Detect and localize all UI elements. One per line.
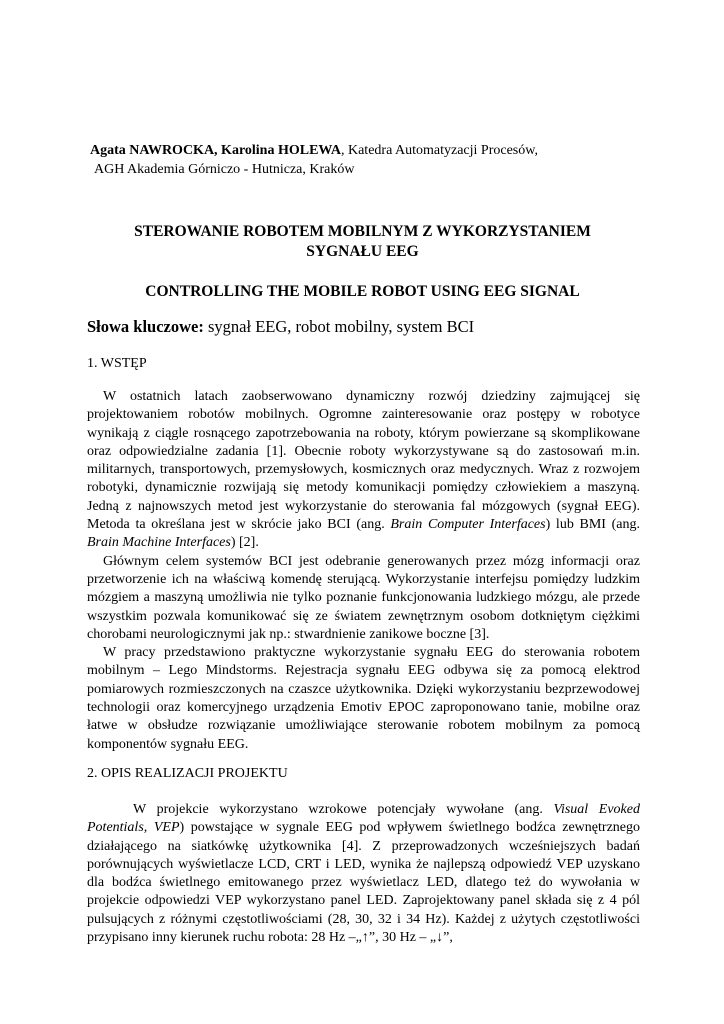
s1p1-text-a: W ostatnich latach zaobserwowano dynamiczny rozwój dziedziny zajmującej się projektowaniem robotów mobilnych. Ogromne zainteresowanie oraz postępy w robotyce wynikają z ciągle rosnącego zapotrzebowania na roboty, którym powierzane są skomplikowane oraz odpowiedzialne zadania [1]. Obecnie roboty wykorzystywane są do zastosowań m.in. militarnych, transportowych, przemysłowych, kosmicznych oraz medycznych. Wraz z rozwojem robotyki, dynamicznie rozwijają się metody komunikacji pomiędzy człowiekiem a maszyną. Jedną z najnowszych metod jest wykorzystanie do sterowania fal mózgowych (sygnał EEG). Metoda ta określana jest w skrócie jako BCI (ang. (87, 389, 640, 533)
section-1-body (87, 388, 640, 754)
s1p1-italic-1: Brain Computer Interfaces (390, 517, 546, 533)
title-pl-line-2: SYGNAŁU EEG (306, 243, 419, 260)
author-affiliation-1: , Katedra Automatyzacji Procesów, (340, 143, 538, 158)
paper-title-polish (90, 222, 635, 262)
section-2-paragraph-1 (87, 801, 640, 947)
section-2-heading: 2. OPIS REALIZACJI PROJEKTU (87, 766, 288, 781)
keywords-line (87, 317, 474, 337)
s1p1-text-b: ) lub BMI (ang. (545, 517, 640, 533)
keywords-label: Słowa kluczowe: (87, 317, 204, 336)
keywords-value: sygnał EEG, robot mobilny, system BCI (203, 317, 475, 336)
section-1-paragraph-3: W pracy przedstawiono praktyczne wykorzystanie sygnału EEG do sterowania robotem mobilnym – Lego Mindstorms. Rejestracja sygnału EEG odbywa się za pomocą elektrod pomiarowych rozmieszczonych na czaszce użytkownika. Dzięki wykorzystaniu bezprzewodowej technologii oraz komercyjnego urządzenia Emotiv EPOC zaproponowano tanie, mobilne oraz łatwe w obsłudze rozwiązanie umożliwiające sterowanie robotem mobilnym za pomocą komponentów sygnału EEG. (87, 645, 640, 752)
author-affiliation-2: AGH Akademia Górniczo - Hutnicza, Kraków (94, 162, 355, 177)
section-1-paragraph-1 (87, 388, 640, 553)
author-line-1 (90, 141, 538, 160)
paper-title-english: CONTROLLING THE MOBILE ROBOT USING EEG SIGNAL (145, 283, 580, 300)
section-1-heading: 1. WSTĘP (87, 356, 147, 371)
section-2-body (87, 801, 640, 947)
s1p1-italic-2: Brain Machine Interfaces (87, 535, 231, 551)
author-names: Agata NAWROCKA, Karolina HOLEWA (90, 143, 341, 158)
author-block (90, 141, 538, 179)
s1p1-text-c: ) [2]. (230, 535, 259, 551)
s2p1-italic-1: Visual Evoked Potentials, VEP (87, 802, 640, 836)
title-pl-line-1: STEROWANIE ROBOTEM MOBILNYM Z WYKORZYSTANIEM (134, 223, 591, 240)
s2p1-text-b: ) powstające w sygnale EEG pod wpływem świetlnego bodźca zewnętrznego działającego na siatkówkę użytkownika [4]. Z przeprowadzonych wcześniejszych badań porównujących wyświetlacze LCD, CRT i LED, wynika że najlepszą odpowiedź VEP uzyskano dla bodźca świetlnego emitowanego przez wyświetlacz LED, dlatego też do wywołania w projekcie odpowiedzi VEP wykorzystano panel LED. Zaprojektowany panel składa się z 4 pól pulsujących z różnymi częstotliwościami (28, 30, 32 i 34 Hz). Każdej z użytych częstotliwości przypisano inny kierunek ruchu robota: 28 Hz –„↑”, 30 Hz – „↓”, (87, 820, 640, 946)
s2p1-text-a: W projekcie wykorzystano wzrokowe potencjały wywołane (ang. (133, 802, 554, 817)
section-1-paragraph-2: Głównym celem systemów BCI jest odebranie generowanych przez mózg informacji oraz przetworzenie ich na właściwą komendę sterującą. Wykorzystanie interfejsu pomiędzy ludzkim mózgiem a maszyną umożliwia nie tylko poznanie funkcjonowania ludzkiego mózgu, ale przede wszystkim pozwala komunikować się ze światem zewnętrznym osobom dotkniętym ciężkimi chorobami neurologicznymi jak np.: stwardnienie zanikowe boczne [3]. (87, 553, 640, 642)
